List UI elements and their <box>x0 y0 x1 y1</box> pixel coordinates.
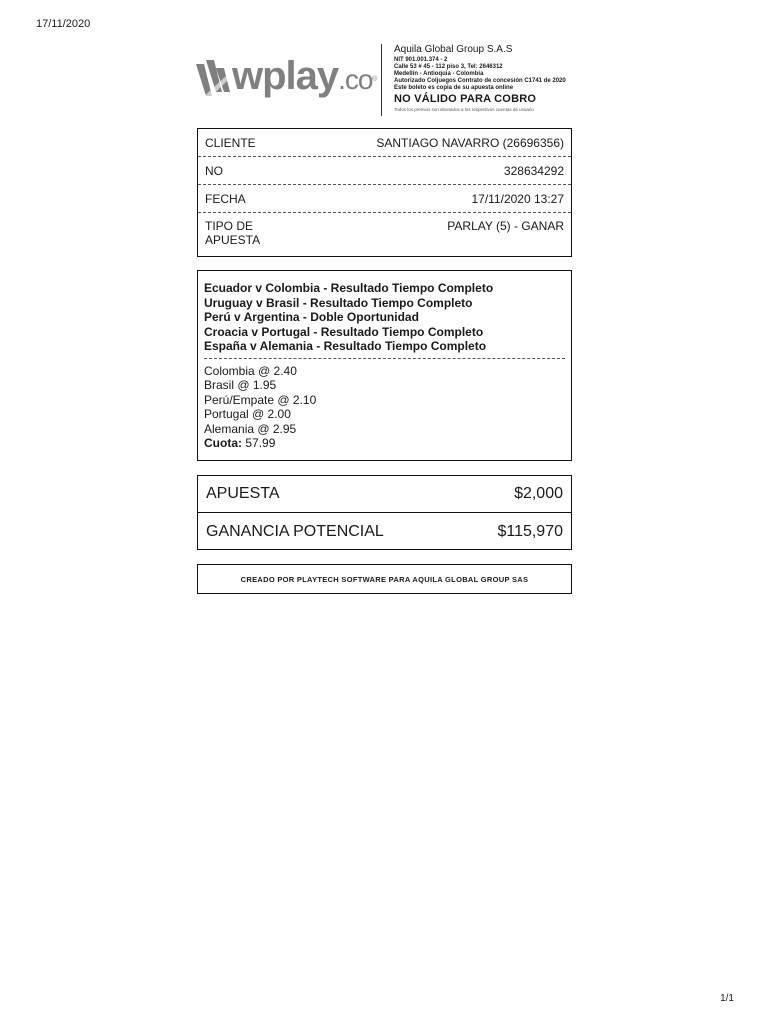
event-item: España v Alemania - Resultado Tiempo Completo <box>204 339 487 353</box>
ticket-header <box>196 44 576 118</box>
bet-type-row <box>198 213 571 255</box>
total-odds <box>204 436 565 451</box>
footer-credit: CREADO POR PLAYTECH SOFTWARE PARA AQUILA GLOBAL GROUP SAS <box>240 574 529 584</box>
company-info <box>394 44 576 112</box>
potential-win-row <box>198 513 571 550</box>
dashed-separator <box>204 358 565 359</box>
pick-item: Perú/Empate @ 2.10 <box>204 392 317 407</box>
money-box <box>197 475 572 550</box>
event-item: Croacia v Portugal - Resultado Tiempo Completo <box>204 324 484 339</box>
pick-item: Portugal @ 2.00 <box>204 407 291 421</box>
bet-type-value: PARLAY (5) - GANAR <box>447 219 564 233</box>
wplay-mark-icon <box>196 56 230 104</box>
company-authorization: Autorizado Coljuegos Contrato de concesión C1741 de 2020 <box>394 78 566 84</box>
company-address: Calle 53 # 45 - 112 piso 3, Tel: 2646312 <box>394 64 503 70</box>
company-nit: NIT 901.001.374 - 2 <box>394 57 448 63</box>
registered-mark: ® <box>372 76 378 83</box>
client-row <box>198 129 571 157</box>
pick-item: Brasil @ 1.95 <box>204 378 277 392</box>
client-details-box <box>197 128 572 257</box>
event-item: Uruguay v Brasil - Resultado Tiempo Completo <box>204 295 473 310</box>
potential-win-value: $115,970 <box>497 522 563 540</box>
potential-win-label: GANANCIA POTENCIAL <box>206 522 384 540</box>
date-label: FECHA <box>205 191 246 206</box>
ticket-number-label: NO <box>205 163 223 178</box>
bets-box <box>197 270 572 461</box>
company-name: Aquila Global Group S.A.S <box>394 44 513 55</box>
invalid-notice: NO VÁLIDO PARA COBRO <box>394 93 537 105</box>
event-item: Perú v Argentina - Doble Oportunidad <box>204 310 419 324</box>
stake-row <box>198 476 571 513</box>
date-row <box>198 185 571 213</box>
bet-type-label: TIPO DE APUESTA <box>205 219 261 247</box>
event-item: Ecuador v Colombia - Resultado Tiempo Completo <box>204 281 494 295</box>
ticket-number-row <box>198 157 571 185</box>
fine-print: Todos los premios son abonados a los respectivos cuentas de usuario <box>394 107 534 112</box>
wplay-logo <box>196 50 376 106</box>
total-odds-value: 57.99 <box>245 436 276 450</box>
print-date: 17/11/2020 <box>36 18 91 30</box>
client-label: CLIENTE <box>205 135 256 150</box>
pick-list <box>204 364 565 451</box>
footer-box <box>197 564 572 594</box>
pick-item: Alemania @ 2.95 <box>204 421 297 436</box>
header-divider <box>381 44 382 116</box>
wplay-wordmark: wplay.co <box>232 54 373 98</box>
page-number: 1/1 <box>720 993 734 1004</box>
pick-item: Colombia @ 2.40 <box>204 363 297 378</box>
stake-value: $2,000 <box>514 485 563 502</box>
ticket-number-value: 328634292 <box>503 163 564 178</box>
company-city: Medellín - Antioquia - Colombia <box>394 71 484 77</box>
total-odds-label: Cuota: <box>204 436 242 450</box>
stake-label: APUESTA <box>206 485 280 502</box>
client-value: SANTIAGO NAVARRO (26696356) <box>376 135 564 150</box>
event-list <box>204 281 565 354</box>
copy-notice: Este boleto es copia de su apuesta online <box>394 85 514 91</box>
date-value: 17/11/2020 13:27 <box>471 191 564 206</box>
